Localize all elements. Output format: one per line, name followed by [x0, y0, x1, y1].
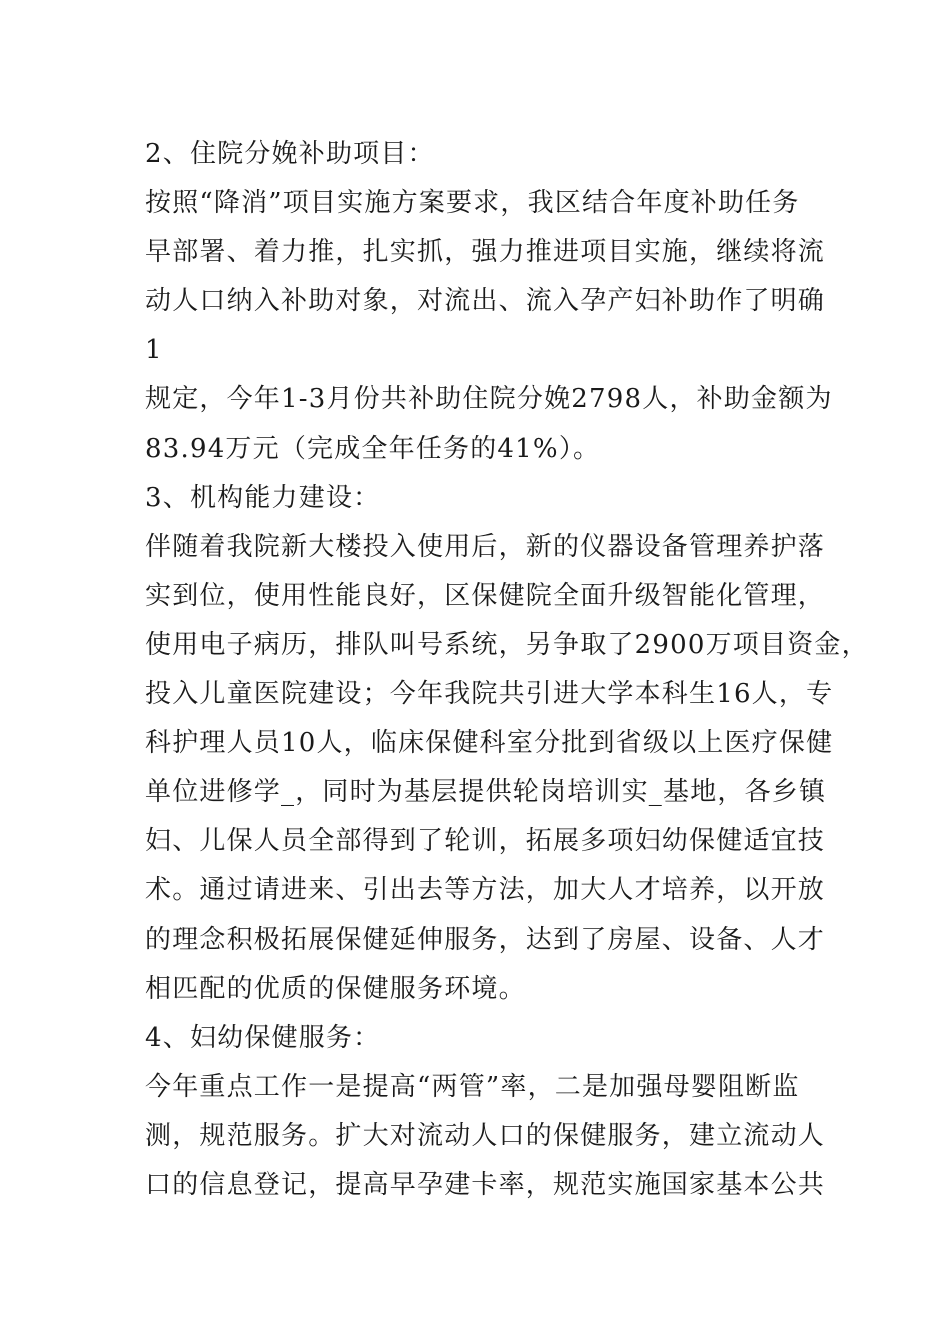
paragraph-line: 术。通过请进来、引出去等方法，加大人才培养，以开放 — [145, 875, 826, 906]
paragraph-line: 单位进修学_，同时为基层提供轮岗培训实_基地，各乡镇 — [145, 777, 827, 808]
paragraph-line: 早部署、着力推，扎实抓，强力推进项目实施，继续将流 — [145, 237, 826, 268]
paragraph-line: 实到位，使用性能良好，区保健院全面升级智能化管理， — [145, 580, 826, 611]
paragraph-line: 的理念积极拓展保健延伸服务，达到了房屋、设备、人才 — [145, 924, 826, 955]
page-number: 1 — [145, 335, 163, 366]
paragraph-line: 83.94万元（完成全年任务的41%）。 — [145, 433, 601, 464]
paragraph-line: 使用电子病历，排队叫号系统，另争取了2900万项目资金， — [145, 629, 869, 660]
section-heading-maternal-child-health: 4、妇幼保健服务： — [145, 1022, 381, 1053]
paragraph-line: 按照“降消”项目实施方案要求，我区结合年度补助任务 — [145, 188, 800, 219]
document-body — [145, 130, 869, 1210]
section-heading-hospital-delivery-subsidy: 2、住院分娩补助项目： — [145, 139, 435, 169]
paragraph-line: 规定，今年1-3月份共补助住院分娩2798人，补助金额为 — [145, 384, 833, 415]
paragraph-line: 科护理人员10人，临床保健科室分批到省级以上医疗保健 — [145, 728, 834, 759]
paragraph-line: 动人口纳入补助对象，对流出、流入孕产妇补助作了明确 — [145, 286, 826, 317]
paragraph-line: 测，规范服务。扩大对流动人口的保健服务，建立流动人 — [145, 1120, 826, 1151]
paragraph-line: 投入儿童医院建设；今年我院共引进大学本科生16人，专 — [145, 679, 834, 710]
paragraph-line: 妇、儿保人员全部得到了轮训，拓展多项妇幼保健适宜技 — [145, 826, 826, 857]
paragraph-line: 今年重点工作一是提高“两管”率，二是加强母婴阻断监 — [145, 1071, 800, 1102]
paragraph-line: 口的信息登记，提高早孕建卡率，规范实施国家基本公共 — [145, 1169, 826, 1200]
paragraph-line: 相匹配的优质的保健服务环境。 — [145, 973, 526, 1004]
paragraph-line: 伴随着我院新大楼投入使用后，新的仪器设备管理养护落 — [145, 531, 826, 562]
section-heading-institution-capacity: 3、机构能力建设： — [145, 482, 381, 513]
